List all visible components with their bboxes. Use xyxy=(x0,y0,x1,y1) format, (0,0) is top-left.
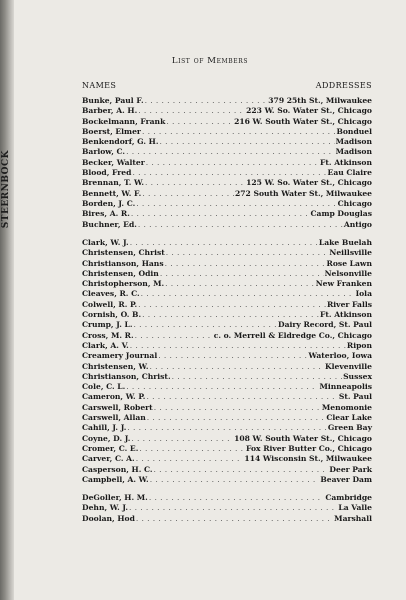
member-name: Christianson, Christ. xyxy=(82,371,171,381)
dot-leader xyxy=(129,503,337,513)
member-row xyxy=(82,310,372,320)
member-address: Cambridge xyxy=(325,493,372,502)
member-list-d xyxy=(82,493,372,524)
member-name: Casperson, H. C. xyxy=(82,464,153,474)
member-row xyxy=(82,413,372,423)
member-address: 125 W. So. Water St., Chicago xyxy=(246,178,372,188)
member-row xyxy=(82,178,372,188)
member-name: Blood, Fred xyxy=(82,168,132,178)
member-name: Becker, Walter xyxy=(82,157,145,167)
member-name: Carswell, Allan xyxy=(82,413,146,423)
dot-leader xyxy=(130,341,346,351)
member-address: 272 South Water St., Milwaukee xyxy=(234,188,372,198)
member-address: Chicago xyxy=(337,198,372,208)
dot-leader xyxy=(154,403,321,413)
member-name: Crump, J. L. xyxy=(82,320,133,330)
dot-leader xyxy=(165,259,326,269)
member-row xyxy=(82,341,372,351)
dot-leader xyxy=(126,382,318,392)
member-name: Christensen, Christ xyxy=(82,248,165,258)
member-row xyxy=(82,444,372,454)
member-row xyxy=(82,248,372,258)
member-address: River Falls xyxy=(326,299,372,309)
addresses-header: ADDRESSES xyxy=(315,81,372,90)
member-row xyxy=(82,331,372,341)
member-row xyxy=(82,279,372,289)
member-row xyxy=(82,168,372,178)
member-row xyxy=(82,392,372,402)
member-name: Bockelmann, Frank xyxy=(82,116,166,126)
member-name: Christensen, Odin xyxy=(82,268,159,278)
member-row xyxy=(82,300,372,310)
member-row xyxy=(82,362,372,372)
member-row xyxy=(82,514,372,524)
member-address: Nelsonville xyxy=(324,268,372,278)
member-name: Borden, J. C. xyxy=(82,198,136,208)
member-name: Christensen, W. xyxy=(82,361,149,371)
member-name: Cole, C. L. xyxy=(82,382,126,392)
member-row xyxy=(82,289,372,299)
member-address: Waterloo, Iowa xyxy=(308,351,372,361)
member-address: 223 W. So. Water St., Chicago xyxy=(246,106,372,116)
dot-leader xyxy=(139,444,245,454)
member-name: Christianson, Hans xyxy=(82,258,164,268)
member-address: Ft. Atkinson xyxy=(320,310,372,320)
dot-leader xyxy=(127,423,327,433)
dot-leader xyxy=(130,238,318,248)
member-address: 114 Wisconsin St., Milwaukee xyxy=(244,454,372,464)
dot-leader xyxy=(138,106,245,116)
dot-leader xyxy=(172,372,342,382)
member-address: La Valle xyxy=(338,503,372,513)
dot-leader xyxy=(131,434,233,444)
dot-leader xyxy=(166,117,233,127)
dot-leader xyxy=(138,220,343,230)
dot-leader xyxy=(133,320,277,330)
dot-leader xyxy=(158,351,307,361)
member-name: Barber, A. H. xyxy=(82,106,138,116)
member-name: DeGoller, H. M. xyxy=(82,493,148,502)
dot-leader xyxy=(159,137,334,147)
spine-label: STEERNBOCK xyxy=(1,150,11,229)
member-address: Madison xyxy=(335,147,372,157)
member-row xyxy=(82,475,372,485)
member-address: Iola xyxy=(355,289,372,299)
dot-leader xyxy=(136,199,336,209)
member-name: Brennan, T. W. xyxy=(82,178,144,188)
member-address: Camp Douglas xyxy=(310,209,372,219)
member-row xyxy=(82,269,372,279)
member-row xyxy=(82,117,372,127)
dot-leader xyxy=(160,269,324,279)
member-name: Bunke, Paul F. xyxy=(82,96,144,105)
member-row xyxy=(82,96,372,106)
member-row xyxy=(82,127,372,137)
dot-leader xyxy=(146,392,337,402)
member-name: Cameron, W. P. xyxy=(82,392,146,402)
member-address: Eau Claire xyxy=(327,168,372,178)
dot-leader xyxy=(149,493,325,503)
member-address: c. o. Merrell & Eldredge Co., Chicago xyxy=(213,330,372,340)
page-title: List of Members xyxy=(171,56,249,66)
dot-leader xyxy=(135,331,213,341)
dot-leader xyxy=(165,279,315,289)
dot-leader xyxy=(154,465,329,475)
member-address: Ft. Atkinson xyxy=(320,157,372,167)
member-name: Benkendorf, G. H. xyxy=(82,137,159,147)
member-row xyxy=(82,351,372,361)
dot-leader xyxy=(142,310,319,320)
member-row xyxy=(82,209,372,219)
member-name: Creamery Journal xyxy=(82,351,158,361)
member-name: Clark, W. J. xyxy=(82,238,129,247)
member-row xyxy=(82,403,372,413)
member-name: Carswell, Robert xyxy=(82,402,153,412)
member-list-b xyxy=(82,96,372,230)
dot-leader xyxy=(166,248,329,258)
member-address: Beaver Dam xyxy=(320,474,372,484)
dot-leader xyxy=(131,209,310,219)
member-row xyxy=(82,423,372,433)
document-page xyxy=(14,0,406,600)
member-name: Barlow, C. xyxy=(82,147,126,157)
member-address: Bonduel xyxy=(336,126,372,136)
member-row xyxy=(82,382,372,392)
member-name: Bennett, W. F. xyxy=(82,188,142,198)
member-row xyxy=(82,158,372,168)
member-address: Neillsville xyxy=(329,248,372,258)
member-row xyxy=(82,220,372,230)
member-address: Sussex xyxy=(343,371,372,381)
member-address: Lake Buelah xyxy=(318,238,372,247)
member-row xyxy=(82,106,372,116)
member-name: Carver, C. A. xyxy=(82,454,135,464)
member-name: Buchner, Ed. xyxy=(82,219,137,229)
member-address: Rose Lawn xyxy=(326,258,372,268)
member-name: Coyne, D. J. xyxy=(82,433,131,443)
dot-leader xyxy=(150,475,320,485)
dot-leader xyxy=(146,158,319,168)
dot-leader xyxy=(141,289,355,299)
member-row xyxy=(82,137,372,147)
member-name: Clark, A. V. xyxy=(82,340,129,350)
member-address: Minneapolis xyxy=(319,382,372,392)
member-row xyxy=(82,238,372,248)
member-name: Cromer, C. E. xyxy=(82,443,139,453)
dot-leader xyxy=(142,127,336,137)
member-address: Menomonie xyxy=(321,402,372,412)
dot-leader xyxy=(142,189,234,199)
member-row xyxy=(82,465,372,475)
member-name: Cahill, J. J. xyxy=(82,423,127,433)
member-row xyxy=(82,320,372,330)
member-address: Madison xyxy=(335,137,372,147)
member-address: 216 W. South Water St., Chicago xyxy=(234,116,372,126)
member-row xyxy=(82,493,372,503)
member-name: Bires, A. R. xyxy=(82,209,130,219)
member-address: Klevenville xyxy=(325,361,372,371)
member-address: Ripon xyxy=(346,340,372,350)
member-name: Colwell, R. P. xyxy=(82,299,138,309)
member-name: Cleaves, R. C. xyxy=(82,289,140,299)
book-spine xyxy=(0,0,14,600)
member-row xyxy=(82,199,372,209)
member-address: Clear Lake xyxy=(326,413,372,423)
member-name: Boerst, Elmer xyxy=(82,126,141,136)
member-row xyxy=(82,454,372,464)
member-name: Dehn, W. J. xyxy=(82,503,129,513)
member-address: Antigo xyxy=(343,219,372,229)
dot-leader xyxy=(138,300,326,310)
member-address: New Franken xyxy=(315,279,372,289)
member-address: Deer Park xyxy=(329,464,372,474)
dot-leader xyxy=(145,96,268,106)
member-row xyxy=(82,259,372,269)
member-row xyxy=(82,372,372,382)
dot-leader xyxy=(150,362,325,372)
member-name: Cross, M. R. xyxy=(82,330,134,340)
member-address: St. Paul xyxy=(338,392,372,402)
member-row xyxy=(82,147,372,157)
member-address: Green Bay xyxy=(327,423,372,433)
names-header: NAMES xyxy=(82,81,117,90)
member-row xyxy=(82,434,372,444)
member-address: Dairy Record, St. Paul xyxy=(278,320,372,330)
member-row xyxy=(82,503,372,513)
dot-leader xyxy=(145,178,245,188)
dot-leader xyxy=(132,168,326,178)
member-name: Cornish, O. B. xyxy=(82,310,142,320)
member-row xyxy=(82,189,372,199)
member-list-c xyxy=(82,238,372,485)
member-name: Christopherson, M. xyxy=(82,279,165,289)
dot-leader xyxy=(126,147,335,157)
member-address: Fox River Butter Co., Chicago xyxy=(245,443,372,453)
member-address: 108 W. South Water St., Chicago xyxy=(234,433,372,443)
dot-leader xyxy=(136,454,244,464)
member-name: Doolan, Hod xyxy=(82,513,135,523)
member-address: 379 25th St., Milwaukee xyxy=(268,96,372,105)
dot-leader xyxy=(136,514,333,524)
dot-leader xyxy=(147,413,326,423)
member-name: Campbell, A. W. xyxy=(82,474,149,484)
member-address: Marshall xyxy=(334,513,372,523)
